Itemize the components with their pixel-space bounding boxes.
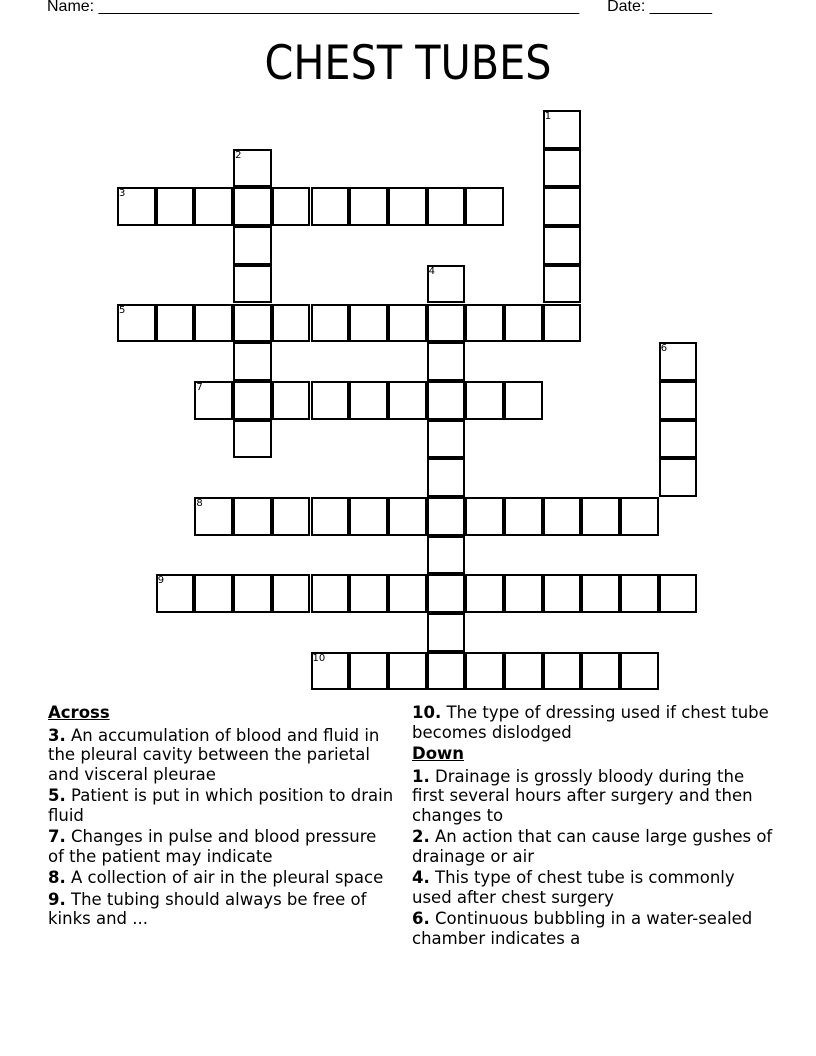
grid-cell[interactable]: [427, 381, 466, 420]
clue-number: 3.: [48, 725, 66, 745]
clue-text: An accumulation of blood and fluid in the pleural cavity between the parietal and visceral pleurae: [48, 725, 380, 784]
grid-cell[interactable]: [620, 574, 659, 613]
grid-cell[interactable]: [156, 187, 195, 226]
grid-cell[interactable]: [233, 574, 272, 613]
clues-left-column: [48, 703, 396, 931]
grid-cell[interactable]: [465, 652, 504, 691]
grid-cell[interactable]: [388, 652, 427, 691]
grid-cell[interactable]: [504, 304, 543, 343]
grid-cell[interactable]: [272, 574, 311, 613]
clue-text: Patient is put in which position to drain fluid: [48, 786, 394, 825]
clue-number-label: 8: [196, 498, 203, 509]
grid-cell[interactable]: [311, 304, 350, 343]
grid-cell[interactable]: [272, 304, 311, 343]
clue-number-label: 1: [544, 111, 552, 122]
grid-cell[interactable]: [233, 226, 272, 265]
grid-cell[interactable]: [311, 187, 350, 226]
grid-cell[interactable]: [233, 381, 272, 420]
clue-across-10: [412, 703, 774, 742]
clue-down-2: [412, 827, 774, 866]
grid-cell[interactable]: [272, 187, 311, 226]
clue-number-label: 9: [157, 575, 165, 587]
grid-cell[interactable]: [427, 536, 466, 575]
grid-cell[interactable]: [349, 497, 388, 536]
clue-number-label: 6: [660, 343, 668, 355]
grid-cell[interactable]: [581, 652, 620, 691]
grid-cell[interactable]: [388, 304, 427, 343]
grid-cell[interactable]: [543, 304, 582, 343]
clue-number-label: 5: [119, 304, 126, 316]
clue-text: Continuous bubbling in a water-sealed chamber indicates a: [412, 909, 753, 948]
clue-number-label: 7: [196, 381, 203, 393]
grid-cell[interactable]: [311, 381, 350, 420]
grid-cell[interactable]: [272, 497, 311, 536]
grid-cell[interactable]: [311, 497, 350, 536]
clue-across-8: [48, 868, 396, 888]
clue-down-1: [412, 767, 774, 826]
grid-cell[interactable]: [311, 574, 350, 613]
grid-cell[interactable]: [427, 420, 466, 459]
name-field-label: Name: ______________________________________________________: [47, 0, 580, 15]
grid-cell[interactable]: [349, 304, 388, 343]
clue-text: The type of dressing used if chest tube becomes dislodged: [412, 703, 769, 742]
clue-number: 9.: [48, 889, 66, 909]
down-heading: Down: [412, 744, 465, 763]
grid-cell[interactable]: [659, 574, 698, 613]
grid-cell[interactable]: [194, 187, 233, 226]
clue-number: 7.: [48, 827, 66, 846]
clue-number-label: 2: [235, 149, 242, 161]
clue-number: 8.: [48, 868, 66, 887]
grid-cell[interactable]: [349, 652, 388, 691]
grid-cell[interactable]: [465, 304, 504, 343]
grid-cell[interactable]: [543, 265, 582, 304]
grid-cell[interactable]: [543, 226, 582, 265]
grid-cell[interactable]: [194, 304, 233, 343]
grid-cell[interactable]: [543, 574, 582, 613]
grid-cell[interactable]: [659, 381, 698, 420]
clue-text: The tubing should always be free of kinks and ...: [48, 889, 367, 928]
clue-number: 4.: [412, 868, 430, 887]
grid-cell[interactable]: [233, 342, 272, 381]
grid-cell[interactable]: [543, 652, 582, 691]
grid-cell[interactable]: [427, 304, 466, 343]
grid-cell[interactable]: [465, 187, 504, 226]
grid-cell[interactable]: [504, 574, 543, 613]
grid-cell[interactable]: [620, 497, 659, 536]
across-heading: Across: [48, 703, 110, 722]
grid-cell[interactable]: [233, 187, 272, 226]
clue-text: An action that can cause large gushes of drainage or air: [412, 827, 773, 866]
grid-cell[interactable]: [388, 497, 427, 536]
clue-number: 10.: [412, 703, 442, 722]
grid-cell[interactable]: [349, 187, 388, 226]
clue-number-label: 4: [428, 265, 435, 277]
clue-number: 2.: [412, 827, 430, 846]
grid-cell[interactable]: [233, 497, 272, 536]
grid-cell[interactable]: [156, 304, 195, 343]
grid-cell[interactable]: [581, 497, 620, 536]
clue-text: Changes in pulse and blood pressure of the patient may indicate: [48, 827, 377, 866]
grid-cell[interactable]: [543, 149, 582, 188]
grid-cell[interactable]: [349, 574, 388, 613]
clue-number-label: 10: [312, 652, 326, 664]
clue-text: A collection of air in the pleural space: [71, 868, 384, 887]
grid-cell[interactable]: [272, 381, 311, 420]
grid-cell[interactable]: [659, 420, 698, 459]
clue-down-6: [412, 909, 774, 948]
grid-cell[interactable]: [233, 420, 272, 459]
grid-cell[interactable]: [427, 187, 466, 226]
grid-cell[interactable]: [465, 574, 504, 613]
grid-cell[interactable]: [543, 497, 582, 536]
grid-cell[interactable]: [504, 381, 543, 420]
grid-cell[interactable]: [388, 381, 427, 420]
clue-text: This type of chest tube is commonly used after chest surgery: [412, 868, 735, 907]
grid-cell[interactable]: [194, 574, 233, 613]
grid-cell[interactable]: [427, 342, 466, 381]
grid-cell[interactable]: [427, 652, 466, 691]
grid-cell[interactable]: [427, 458, 466, 497]
grid-cell[interactable]: [504, 652, 543, 691]
clue-number: 1.: [412, 766, 430, 786]
grid-cell[interactable]: [465, 381, 504, 420]
clue-number: 6.: [412, 909, 430, 928]
clues-right-column: [412, 703, 774, 950]
clue-across-3: [48, 726, 396, 785]
grid-cell[interactable]: [581, 574, 620, 613]
clue-across-5: [48, 786, 396, 825]
grid-cell[interactable]: [388, 187, 427, 226]
clue-text: Drainage is grossly bloody during the first several hours after surgery and then changes to: [412, 766, 753, 825]
grid-cell[interactable]: [659, 458, 698, 497]
date-field-label: Date: _______: [607, 0, 713, 15]
grid-cell[interactable]: [233, 265, 272, 304]
grid-cell[interactable]: [465, 497, 504, 536]
grid-cell[interactable]: [543, 187, 582, 226]
grid-cell[interactable]: [349, 381, 388, 420]
clue-down-4: [412, 868, 774, 907]
clue-across-9: [48, 890, 396, 929]
grid-cell[interactable]: [427, 574, 466, 613]
grid-cell[interactable]: [233, 304, 272, 343]
grid-cell[interactable]: [388, 574, 427, 613]
clue-number-label: 3: [119, 188, 126, 200]
grid-cell[interactable]: [504, 497, 543, 536]
grid-cell[interactable]: [427, 613, 466, 652]
clue-number: 5.: [48, 786, 66, 805]
page-title: CHEST TUBES: [264, 36, 552, 91]
grid-cell[interactable]: [427, 497, 466, 536]
clue-across-7: [48, 827, 396, 866]
grid-cell[interactable]: [620, 652, 659, 691]
